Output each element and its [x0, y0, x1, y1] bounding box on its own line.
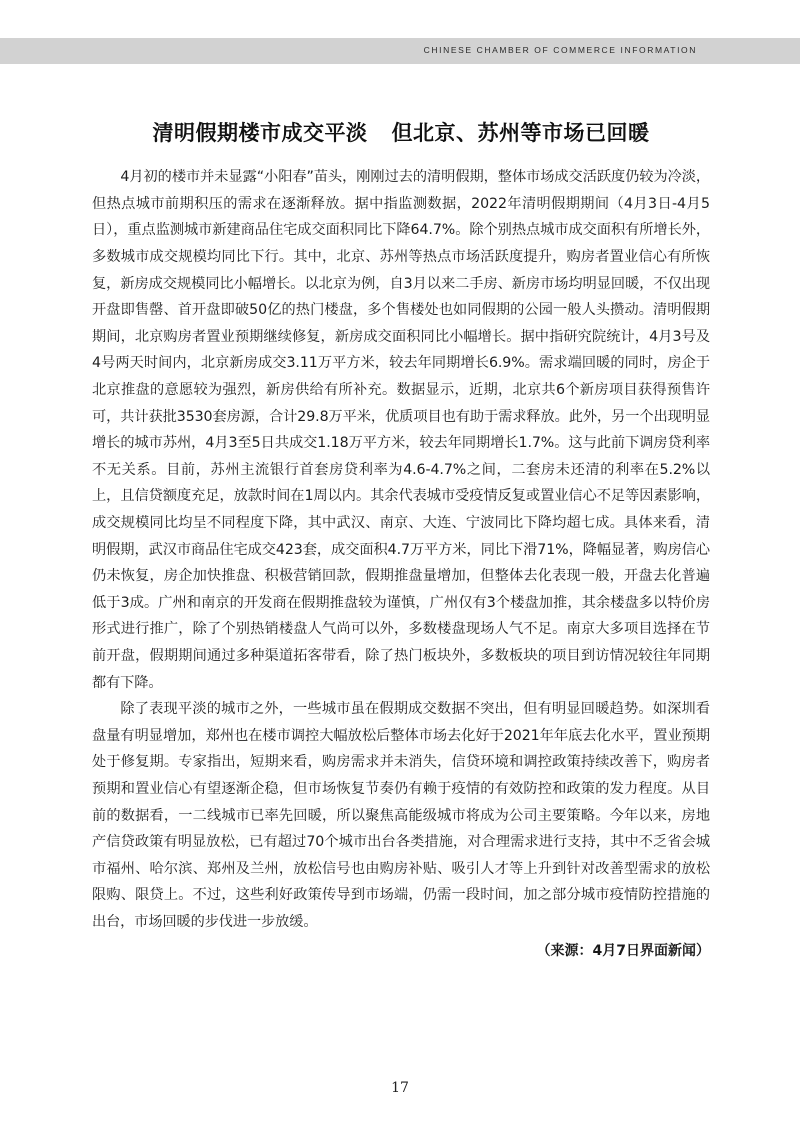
article-title [92, 120, 710, 147]
article-title-part2: 但北京、苏州等市场已回暖 [391, 121, 650, 145]
article [92, 120, 710, 964]
article-paragraph-1: 4月初的楼市并未显露“小阳春”苗头，刚刚过去的清明假期，整体市场成交活跃度仍较为冷淡，但热点城市前期积压的需求在逐渐释放。据中指监测数据，2022年清明假期期间（4月3日-4月5日），重点监测城市新建商品住宅成交面积同比下降64.7%。除个别热点城市成交面积有所增长外，多数城市成交规模均同比下行。其中，北京、苏州等热点市场活跃度提升，购房者置业信心有所恢复，新房成交规模同比小幅增长。以北京为例，自3月以来二手房、新房市场均明显回暖，不仅出现开盘即售罄、首开盘即破50亿的热门楼盘，多个售楼处也如同假期的公园一般人头攒动。清明假期期间，北京购房者置业预期继续修复，新房成交面积同比小幅增长。据中指研究院统计，4月3号及4号两天时间内，北京新房成交3.11万平方米，较去年同期增长6.9%。需求端回暖的同时，房企于北京推盘的意愿较为强烈，新房供给有所补充。数据显示，近期，北京共6个新房项目获得预售许可，共计获批3530套房源，合计29.8万平米，优质项目也有助于需求释放。此外，另一个出现明显增长的城市苏州，4月3至5日共成交1.18万平方米，较去年同期增长1.7%。这与此前下调房贷利率不无关系。目前，苏州主流银行首套房贷利率为4.6-4.7%之间，二套房未还清的利率在5.2%以上，且信贷额度充足，放款时间在1周以内。其余代表城市受疫情反复或置业信心不足等因素影响，成交规模同比均呈不同程度下降，其中武汉、南京、大连、宁波同比下降均超七成。具体来看，清明假期，武汉市商品住宅成交423套，成交面积4.7万平方米，同比下滑71%，降幅显著，购房信心仍未恢复，房企加快推盘、积极营销回款，假期推盘量增加，但整体去化表现一般，开盘去化普遍低于3成。广州和南京的开发商在假期推盘较为谨慎，广州仅有3个楼盘加推，其余楼盘多以特价房形式进行推广，除了个别热销楼盘人气尚可以外，多数楼盘现场人气不足。南京大多项目选择在节前开盘，假期期间通过多种渠道拓客带看，除了热门板块外，多数板块的项目到访情况较往年同期都有下降。 [92, 169, 710, 691]
page-number: 17 [391, 1080, 409, 1096]
article-title-part1: 清明假期楼市成交平淡 [152, 121, 368, 145]
article-source: （来源：4月7日界面新闻） [536, 942, 710, 959]
publication-header: CHINESE CHAMBER OF COMMERCE INFORMATION [423, 45, 697, 55]
article-paragraph-2: 除了表现平淡的城市之外，一些城市虽在假期成交数据不突出，但有明显回暖趋势。如深圳看盘量有明显增加，郑州也在楼市调控大幅放松后整体市场去化好于2021年年底去化水平，置业预期处于修复期。专家指出，短期来看，购房需求并未消失，信贷环境和调控政策持续改善下，购房者预期和置业信心有望逐渐企稳，但市场恢复节奏仍有赖于疫情的有效防控和政策的发力程度。从目前的数据看，一二线城市已率先回暖，所以聚焦高能级城市将成为公司主要策略。今年以来，房地产信贷政策有明显放松，已有超过70个城市出台各类措施，对合理需求进行支持，其中不乏省会城市福州、哈尔滨、郑州及兰州，放松信号也由购房补贴、吸引人才等上升到针对改善型需求的放松限购、限贷上。不过，这些利好政策传导到市场端，仍需一段时间，加之部分城市疫情防控措施的出台，市场回暖的步伐进一步放缓。 [92, 701, 710, 930]
